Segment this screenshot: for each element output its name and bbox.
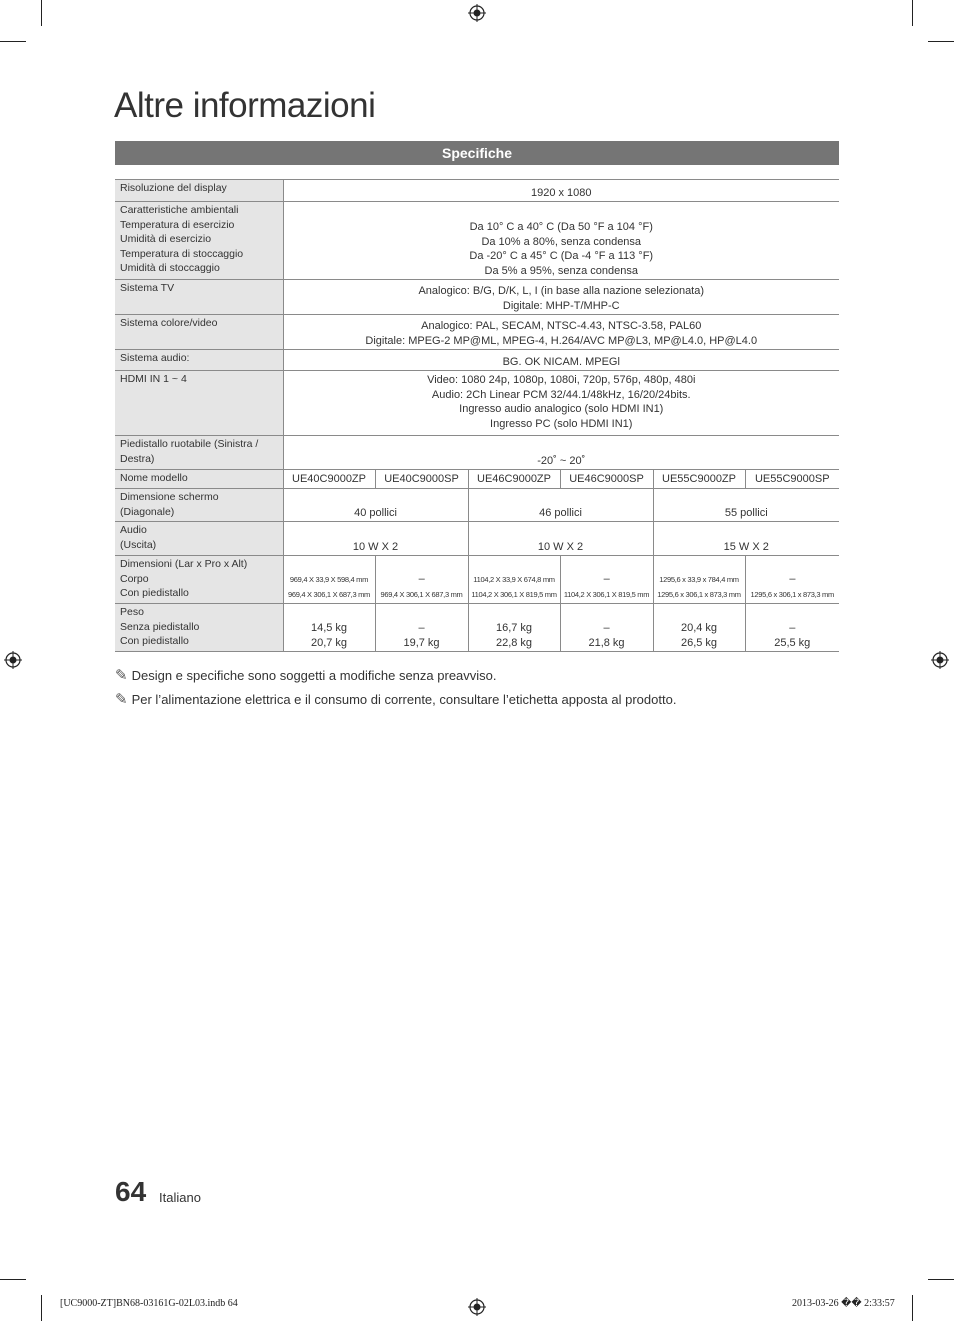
spec-value: 10 W X 2: [283, 522, 468, 556]
spec-value: – 1295,6 x 306,1 x 873,3 mm: [745, 556, 839, 604]
pencil-icon: ✎: [115, 667, 128, 684]
model-name: UE40C9000SP: [375, 470, 468, 489]
model-name: UE46C9000SP: [560, 470, 653, 489]
table-row: [115, 180, 839, 202]
spec-table: [115, 179, 839, 652]
spec-value: 1104,2 X 33,9 X 674,8 mm 1104,2 X 306,1 X 819,5 mm: [468, 556, 560, 604]
section-title: Specifiche: [115, 141, 839, 165]
table-row: [115, 470, 839, 489]
pencil-icon: ✎: [115, 691, 128, 708]
spec-value: 15 W X 2: [653, 522, 839, 556]
spec-value: – 25,5 kg: [745, 604, 839, 652]
model-name: UE55C9000ZP: [653, 470, 745, 489]
spec-label: Peso Senza piedistallo Con piedistallo: [115, 604, 283, 652]
page-language: Italiano: [159, 1190, 201, 1205]
footer-date: 2013-03-26 �� 2:33:57: [792, 1298, 895, 1309]
note: ✎ Design e specifiche sono soggetti a modifiche senza preavviso.: [115, 667, 497, 684]
crop-mark: [912, 1295, 913, 1321]
spec-label: Caratteristiche ambientali Temperatura di esercizio Umidità di esercizio Temperatura di stoccaggio Umidità di stoccaggio: [115, 202, 283, 280]
spec-value: 1920 x 1080: [283, 180, 839, 202]
spec-value: 16,7 kg 22,8 kg: [468, 604, 560, 652]
table-row: [115, 280, 839, 315]
table-row: [115, 556, 839, 604]
table-row: [115, 604, 839, 652]
registration-mark-icon: [468, 4, 486, 22]
crop-mark: [41, 1295, 42, 1321]
registration-mark-icon: [468, 1298, 486, 1316]
model-name: UE40C9000ZP: [283, 470, 375, 489]
spec-value: 46 pollici: [468, 489, 653, 522]
spec-value: Analogico: PAL, SECAM, NTSC-4.43, NTSC-3.58, PAL60 Digitale: MPEG-2 MP@ML, MPEG-4, H.264/AVC MP@L3, MP@L4.0, HP@L4.0: [283, 315, 839, 350]
crop-mark: [0, 1279, 26, 1280]
spec-label: Sistema TV: [115, 280, 283, 315]
spec-value: 40 pollici: [283, 489, 468, 522]
crop-mark: [0, 41, 26, 42]
spec-label: Piedistallo ruotabile (Sinistra / Destra): [115, 436, 283, 470]
table-row: [115, 350, 839, 371]
table-row: [115, 489, 839, 522]
spec-value: 55 pollici: [653, 489, 839, 522]
spec-value: Video: 1080 24p, 1080p, 1080i, 720p, 576p, 480p, 480i Audio: 2Ch Linear PCM 32/44.1/48kHz, 16/20/24bits. Ingresso audio analogico (solo HDMI IN1) Ingresso PC (solo HDMI IN1): [283, 371, 839, 436]
crop-mark: [41, 0, 42, 26]
table-row: [115, 436, 839, 470]
spec-value: Da 10° C a 40° C (Da 50 °F a 104 °F) Da 10% a 80%, senza condensa Da -20° C a 45° C (Da -4 °F a 113 °F) Da 5% a 95%, senza condensa: [283, 202, 839, 280]
spec-label: Dimensioni (Lar x Pro x Alt) Corpo Con piedistallo: [115, 556, 283, 604]
page-number: 64: [115, 1176, 147, 1207]
spec-label: Audio (Uscita): [115, 522, 283, 556]
spec-value: BG. OK NICAM. MPEGl: [283, 350, 839, 371]
spec-label: Sistema audio:: [115, 350, 283, 371]
note: ✎ Per l’alimentazione elettrica e il consumo di corrente, consultare l’etichetta apposta al prodotto.: [115, 691, 677, 708]
crop-mark: [912, 0, 913, 26]
spec-value: 1295,6 x 33,9 x 784,4 mm 1295,6 x 306,1 x 873,3 mm: [653, 556, 745, 604]
spec-value: 969,4 X 33,9 X 598,4 mm 969,4 X 306,1 X 687,3 mm: [283, 556, 375, 604]
footer-file: [UC9000-ZT]BN68-03161G-02L03.indb 64: [60, 1298, 238, 1309]
registration-mark-icon: [4, 651, 22, 669]
table-row: [115, 315, 839, 350]
spec-label: Risoluzione del display: [115, 180, 283, 202]
spec-value: 10 W X 2: [468, 522, 653, 556]
spec-value: Analogico: B/G, D/K, L, I (in base alla nazione selezionata) Digitale: MHP-T/MHP-C: [283, 280, 839, 315]
model-name: UE55C9000SP: [745, 470, 839, 489]
spec-label: HDMI IN 1 ~ 4: [115, 371, 283, 436]
spec-label: Sistema colore/video: [115, 315, 283, 350]
spec-label: Dimensione schermo (Diagonale): [115, 489, 283, 522]
table-row: [115, 522, 839, 556]
spec-value: – 1104,2 X 306,1 X 819,5 mm: [560, 556, 653, 604]
spec-value: – 969,4 X 306,1 X 687,3 mm: [375, 556, 468, 604]
spec-value: -20˚ ~ 20˚: [283, 436, 839, 470]
table-row: [115, 202, 839, 280]
table-row: [115, 371, 839, 436]
spec-label: Nome modello: [115, 470, 283, 489]
spec-value: – 19,7 kg: [375, 604, 468, 652]
crop-mark: [928, 41, 954, 42]
model-name: UE46C9000ZP: [468, 470, 560, 489]
registration-mark-icon: [931, 651, 949, 669]
spec-value: 14,5 kg 20,7 kg: [283, 604, 375, 652]
page-title: Altre informazioni: [114, 86, 376, 125]
spec-value: 20,4 kg 26,5 kg: [653, 604, 745, 652]
notes: [115, 665, 676, 713]
spec-value: – 21,8 kg: [560, 604, 653, 652]
crop-mark: [928, 1279, 954, 1280]
